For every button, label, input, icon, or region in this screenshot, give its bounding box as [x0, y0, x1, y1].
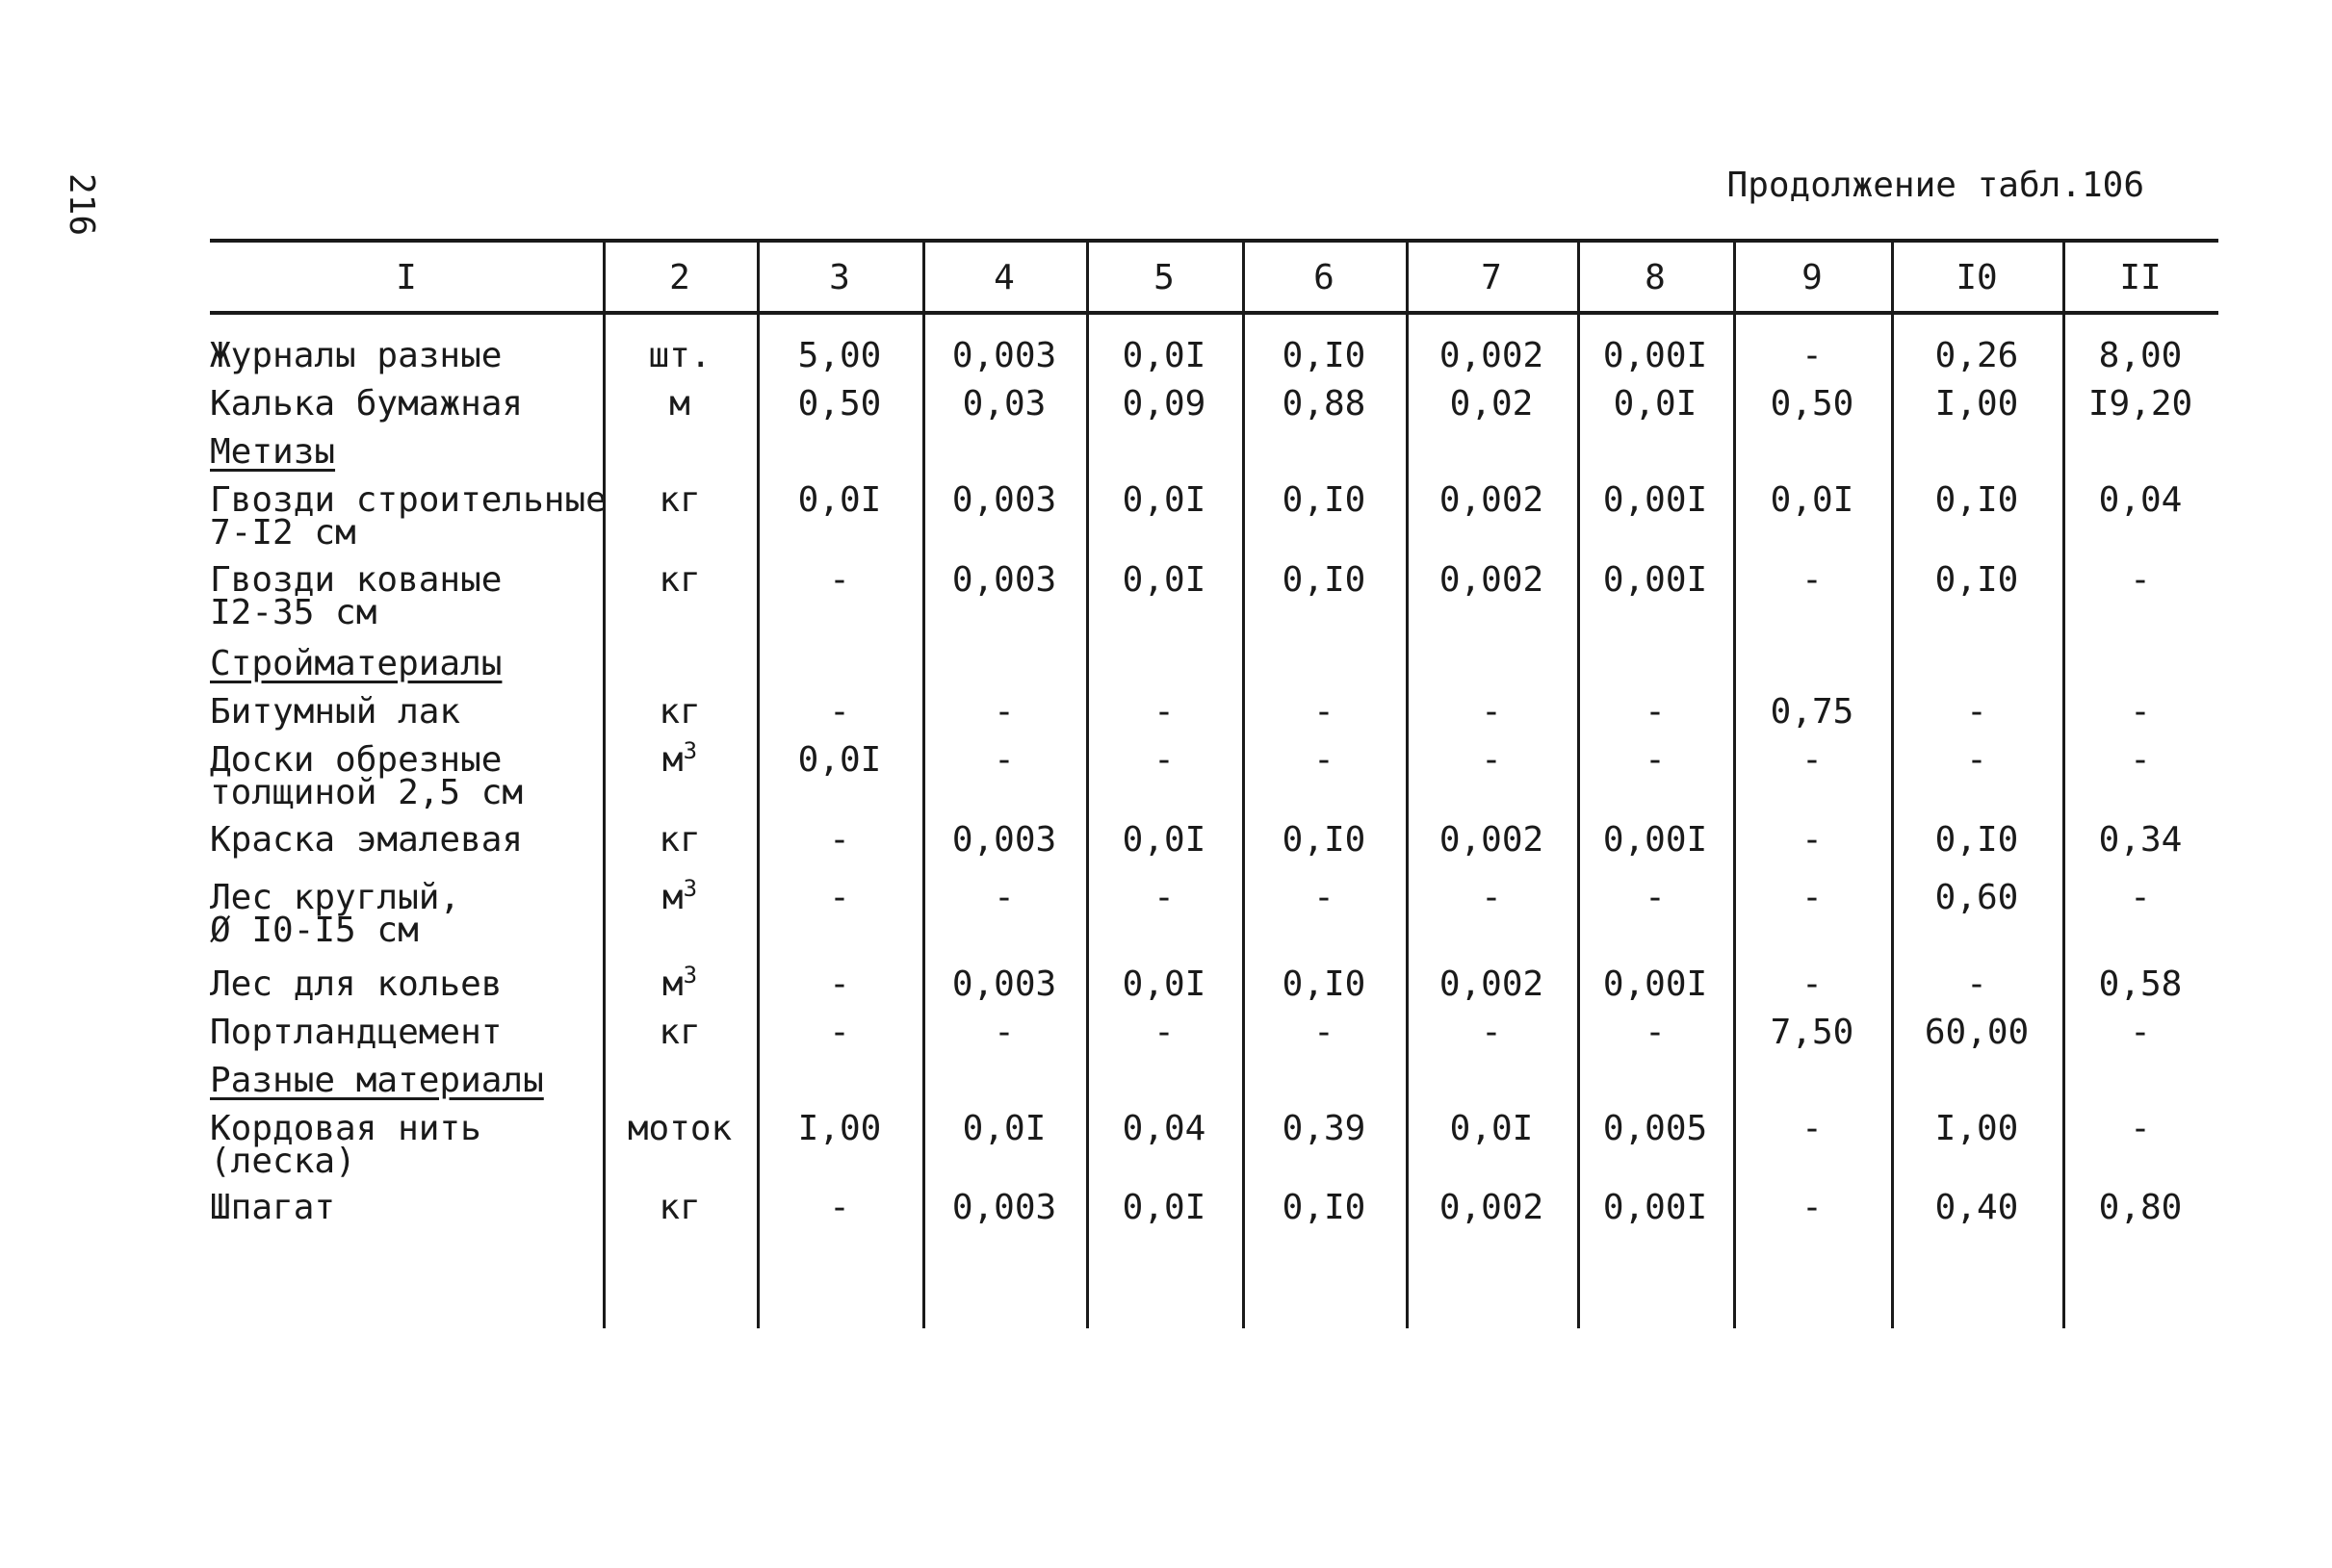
value-cell: 60,00: [1924, 1013, 2030, 1052]
table-caption: Продолжение табл.106: [1726, 166, 2144, 205]
value-cell: -: [1313, 692, 1334, 732]
header-cell: 4: [994, 258, 1015, 297]
unit-cell: [603, 1188, 757, 1227]
value-cell: -: [1966, 964, 1987, 1004]
unit-cell: [603, 384, 757, 424]
section-heading: Разные материалы: [210, 1061, 544, 1100]
section-heading: Стройматериалы: [210, 644, 503, 683]
value-cell: -: [829, 820, 850, 860]
value-cell: 0,003: [951, 480, 1057, 520]
value-cell: 0,003: [951, 964, 1057, 1004]
value-cell: 0,09: [1122, 384, 1206, 424]
value-cell: 0,0I: [1122, 1188, 1206, 1227]
value-cell: -: [1645, 878, 1666, 917]
unit-text: кг: [659, 1013, 701, 1052]
value-cell: -: [1966, 692, 1987, 732]
value-cell: 0,58: [2098, 964, 2183, 1004]
material-name: Краска эмалевая: [210, 820, 524, 860]
value-cell: 0,02: [1449, 384, 1534, 424]
value-cell: 0,50: [797, 384, 882, 424]
value-cell: -: [1153, 692, 1175, 732]
material-name: Журналы разные: [210, 336, 503, 375]
value-cell: 0,003: [951, 560, 1057, 600]
value-cell: 0,39: [1282, 1109, 1366, 1148]
value-cell: 0,I0: [1282, 336, 1366, 375]
unit-text: шт.: [648, 336, 712, 375]
table-top-rule: [210, 239, 2218, 243]
value-cell: -: [1801, 336, 1823, 375]
value-cell: -: [829, 878, 850, 917]
value-cell: -: [1801, 878, 1823, 917]
value-cell: -: [2130, 1013, 2151, 1052]
value-cell: -: [1153, 1013, 1175, 1052]
value-cell: 5,00: [797, 336, 882, 375]
header-cell: I: [396, 258, 417, 297]
unit-text: кг: [659, 820, 701, 860]
value-cell: 0,00I: [1602, 820, 1708, 860]
value-cell: -: [994, 740, 1015, 780]
unit-cell: [603, 820, 757, 860]
value-cell: -: [829, 1188, 850, 1227]
unit-text: кг: [659, 692, 701, 732]
value-cell: -: [2130, 878, 2151, 917]
header-cell: 6: [1313, 258, 1334, 297]
value-cell: 0,88: [1282, 384, 1366, 424]
header-cell: 8: [1645, 258, 1666, 297]
value-cell: -: [1801, 560, 1823, 600]
value-cell: 0,0I: [1770, 480, 1854, 520]
value-cell: -: [1966, 740, 1987, 780]
value-cell: 0,0I: [1122, 480, 1206, 520]
value-cell: 0,002: [1438, 820, 1544, 860]
page-number: 216: [62, 173, 101, 237]
material-name: Калька бумажная: [210, 384, 524, 424]
material-name: Битумный лак: [210, 692, 461, 732]
value-cell: -: [2130, 1109, 2151, 1148]
value-cell: 0,0I: [1613, 384, 1697, 424]
value-cell: 0,I0: [1282, 964, 1366, 1004]
value-cell: -: [1153, 878, 1175, 917]
value-cell: -: [829, 1013, 850, 1052]
value-cell: 0,0I: [1122, 820, 1206, 860]
value-cell: -: [994, 878, 1015, 917]
material-name: Кордовая нить (леска): [210, 1109, 481, 1181]
value-cell: 0,0I: [1449, 1109, 1534, 1148]
value-cell: -: [1481, 740, 1502, 780]
value-cell: 0,34: [2098, 820, 2183, 860]
unit-superscript: 3: [683, 737, 698, 764]
section-heading: Метизы: [210, 432, 336, 472]
value-cell: 0,I0: [1282, 480, 1366, 520]
unit-text: моток: [627, 1109, 733, 1148]
value-cell: 0,I0: [1934, 480, 2019, 520]
value-cell: 0,03: [962, 384, 1047, 424]
unit-text: м: [669, 384, 690, 424]
value-cell: I,00: [1934, 1109, 2019, 1148]
value-cell: -: [1645, 692, 1666, 732]
header-cell: II: [2119, 258, 2162, 297]
value-cell: 0,003: [951, 1188, 1057, 1227]
value-cell: -: [829, 560, 850, 600]
value-cell: 0,I0: [1282, 560, 1366, 600]
value-cell: -: [1481, 878, 1502, 917]
header-cell: 9: [1801, 258, 1823, 297]
unit-cell: [603, 875, 757, 917]
value-cell: 0,00I: [1602, 336, 1708, 375]
unit-cell: [603, 1109, 757, 1148]
value-cell: 0,002: [1438, 1188, 1544, 1227]
value-cell: 0,002: [1438, 560, 1544, 600]
data-table: [210, 239, 2218, 1328]
header-cell: 3: [829, 258, 850, 297]
unit-superscript: 3: [683, 962, 698, 989]
value-cell: -: [1313, 740, 1334, 780]
material-name: Лес круглый, Ø I0-I5 см: [210, 878, 461, 950]
value-cell: -: [1801, 1188, 1823, 1227]
value-cell: 0,0I: [1122, 964, 1206, 1004]
value-cell: 0,00I: [1602, 964, 1708, 1004]
unit-cell: [603, 1013, 757, 1052]
header-cell: I0: [1956, 258, 1998, 297]
value-cell: 8,00: [2098, 336, 2183, 375]
unit-cell: [603, 737, 757, 780]
material-name: Доски обрезные толщиной 2,5 см: [210, 740, 524, 812]
value-cell: 0,0I: [797, 480, 882, 520]
value-cell: I,00: [797, 1109, 882, 1148]
value-cell: -: [1153, 740, 1175, 780]
value-cell: 0,0I: [797, 740, 882, 780]
table-header-rule: [210, 311, 2218, 315]
value-cell: -: [1481, 692, 1502, 732]
value-cell: -: [829, 692, 850, 732]
value-cell: 0,003: [951, 820, 1057, 860]
value-cell: 0,40: [1934, 1188, 2019, 1227]
value-cell: 0,I0: [1934, 560, 2019, 600]
value-cell: -: [1801, 740, 1823, 780]
value-cell: -: [1801, 964, 1823, 1004]
unit-cell: [603, 692, 757, 732]
material-name: Лес для кольев: [210, 964, 503, 1004]
unit-cell: [603, 480, 757, 520]
unit-cell: [603, 962, 757, 1004]
value-cell: -: [1801, 1109, 1823, 1148]
material-name: Шпагат: [210, 1188, 336, 1227]
value-cell: 0,26: [1934, 336, 2019, 375]
value-cell: 0,0I: [1122, 336, 1206, 375]
value-cell: 0,00I: [1602, 1188, 1708, 1227]
unit-text: м: [661, 964, 684, 1004]
value-cell: 0,002: [1438, 336, 1544, 375]
unit-superscript: 3: [683, 875, 698, 902]
value-cell: -: [2130, 692, 2151, 732]
value-cell: 0,0I: [962, 1109, 1047, 1148]
value-cell: -: [2130, 740, 2151, 780]
value-cell: 0,I0: [1934, 820, 2019, 860]
material-name: Гвозди строительные 7-I2 см: [210, 480, 607, 553]
material-name: Портландцемент: [210, 1013, 503, 1052]
value-cell: 0,75: [1770, 692, 1854, 732]
header-cell: 2: [669, 258, 690, 297]
value-cell: -: [994, 692, 1015, 732]
value-cell: 0,I0: [1282, 820, 1366, 860]
unit-text: кг: [659, 560, 701, 600]
value-cell: -: [1481, 1013, 1502, 1052]
unit-text: м: [661, 740, 684, 780]
value-cell: -: [1645, 740, 1666, 780]
value-cell: -: [2130, 560, 2151, 600]
unit-text: кг: [659, 1188, 701, 1227]
value-cell: 0,80: [2098, 1188, 2183, 1227]
value-cell: -: [1801, 820, 1823, 860]
value-cell: 0,0I: [1122, 560, 1206, 600]
value-cell: 0,00I: [1602, 560, 1708, 600]
unit-text: м: [661, 878, 684, 917]
value-cell: I9,20: [2087, 384, 2193, 424]
value-cell: 0,005: [1602, 1109, 1708, 1148]
value-cell: -: [1313, 878, 1334, 917]
value-cell: 0,00I: [1602, 480, 1708, 520]
unit-text: кг: [659, 480, 701, 520]
value-cell: 0,003: [951, 336, 1057, 375]
value-cell: 0,002: [1438, 480, 1544, 520]
value-cell: -: [829, 964, 850, 1004]
value-cell: 0,04: [1122, 1109, 1206, 1148]
header-cell: 7: [1481, 258, 1502, 297]
value-cell: -: [994, 1013, 1015, 1052]
value-cell: 0,50: [1770, 384, 1854, 424]
unit-cell: [603, 336, 757, 375]
value-cell: 0,002: [1438, 964, 1544, 1004]
value-cell: 0,04: [2098, 480, 2183, 520]
unit-cell: [603, 560, 757, 600]
header-cell: 5: [1153, 258, 1175, 297]
value-cell: 0,I0: [1282, 1188, 1366, 1227]
value-cell: I,00: [1934, 384, 2019, 424]
value-cell: 7,50: [1770, 1013, 1854, 1052]
material-name: Гвозди кованые I2-35 см: [210, 560, 503, 632]
value-cell: 0,60: [1934, 878, 2019, 917]
value-cell: -: [1645, 1013, 1666, 1052]
value-cell: -: [1313, 1013, 1334, 1052]
